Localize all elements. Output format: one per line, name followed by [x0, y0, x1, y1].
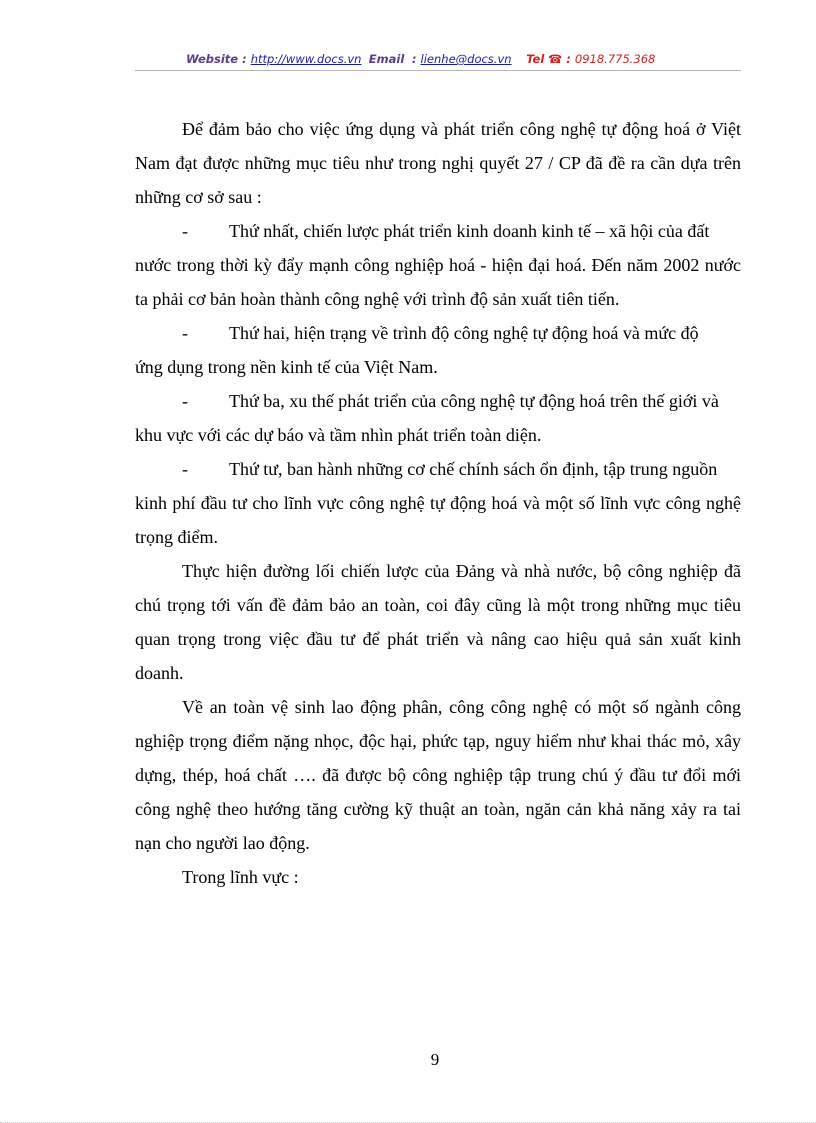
bullet-marker-3: -: [182, 391, 188, 411]
bullet-marker-4: -: [182, 459, 188, 479]
bullet-item-3-rest: khu vực với các dự báo và tầm nhìn phát triển toàn diện.: [135, 425, 542, 445]
bullet-item-1-first-line: Thứ nhất, chiến lược phát triển kinh doanh kinh tế – xã hội của đất: [229, 221, 710, 241]
bullet-item-2-rest: ứng dụng trong nền kinh tế của Việt Nam.: [135, 357, 438, 377]
document-body: [135, 112, 741, 894]
paragraph-intro: Để đảm bảo cho việc ứng dụng và phát triển công nghệ tự động hoá ở Việt Nam đạt được những mục tiêu như trong nghị quyết 27 / CP đã đề ra cần dựa trên những cơ sở sau :: [135, 119, 741, 207]
bullet-item-4-first-line: Thứ tư, ban hành những cơ chế chính sách ổn định, tập trung nguồn: [229, 459, 718, 479]
email-link[interactable]: lienhe@docs.vn: [420, 52, 512, 66]
bullet-marker-2: -: [182, 323, 188, 343]
bullet-marker-1: -: [182, 221, 188, 241]
paragraph-safety: Về an toàn vệ sinh lao động phân, công công nghệ có một số ngành công nghiệp trọng điểm nặng nhọc, độc hại, phức tạp, nguy hiểm như khai thác mỏ, xây dựng, thép, hoá chất …. đã được bộ công nghiệp tập trung chú ý đầu tư đổi mới công nghệ theo hướng tăng cường kỹ thuật an toàn, ngăn cản khả năng xảy ra tai nạn cho người lao động.: [135, 697, 741, 853]
bullet-item-1: [135, 214, 741, 316]
email-separator: :: [407, 52, 421, 66]
header-divider: [135, 70, 741, 71]
paragraph-field: Trong lĩnh vực :: [182, 867, 299, 887]
phone-icon: ☎: [547, 52, 563, 66]
bullet-item-1-rest: nước trong thời kỳ đẩy mạnh công nghiệp hoá - hiện đại hoá. Đến năm 2002 nước ta phải cơ bản hoàn thành công nghệ với trình độ sản xuất tiên tiến.: [135, 255, 741, 309]
bullet-item-2: [135, 316, 741, 384]
website-link[interactable]: http://www.docs.vn: [250, 52, 362, 66]
tel-separator: :: [562, 52, 575, 66]
bullet-item-3: [135, 384, 741, 452]
page-header: [186, 52, 655, 66]
bullet-item-3-first-line: Thứ ba, xu thế phát triển của công nghệ tự động hoá trên thế giới và: [229, 391, 719, 411]
bullet-item-2-first-line: Thứ hai, hiện trạng về trình độ công nghệ tự động hoá và mức độ: [229, 323, 699, 343]
tel-number: 0918.775.368: [574, 52, 656, 66]
bullet-item-4-rest: kinh phí đầu tư cho lĩnh vực công nghệ tự động hoá và một số lĩnh vực công nghệ trọng điểm.: [135, 493, 741, 547]
website-label: Website: [186, 52, 239, 66]
email-label: Email: [368, 52, 405, 66]
tel-label: Tel: [526, 52, 545, 66]
paragraph-strategy: Thực hiện đường lối chiến lược của Đảng và nhà nước, bộ công nghiệp đã chú trọng tới vấn đề đảm bảo an toàn, coi đây cũng là một trong những mục tiêu quan trọng trong việc đầu tư để phát triển và nâng cao hiệu quả sản xuất kinh doanh.: [135, 561, 741, 683]
bullet-item-4: [135, 452, 741, 554]
website-separator: :: [238, 52, 251, 66]
page-number: 9: [430, 1050, 440, 1069]
